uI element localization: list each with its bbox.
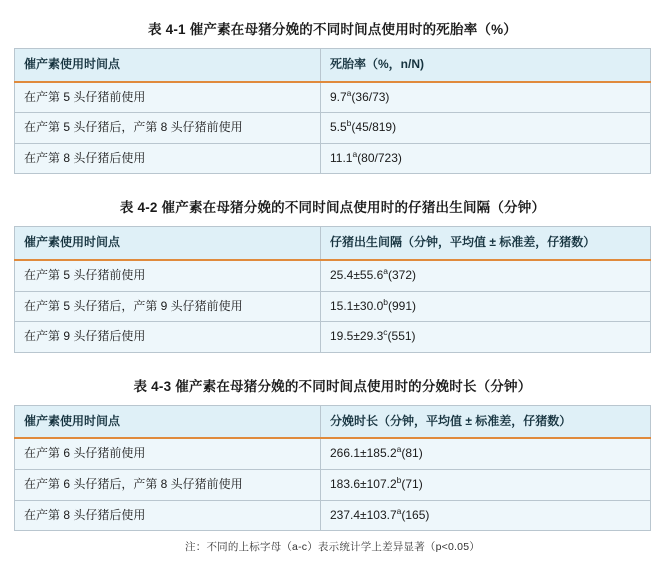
value-superscript: a: [346, 87, 352, 98]
column-header-timepoint: 催产素使用时间点: [15, 405, 321, 438]
value-main: 9.7: [329, 89, 347, 104]
value-superscript: a: [396, 444, 402, 455]
table-header: [15, 405, 651, 438]
cell-timepoint: 在产第 5 头仔猪前使用: [15, 82, 321, 113]
table-row: [15, 322, 651, 353]
table-header: [15, 227, 651, 260]
cell-timepoint: 在产第 6 头仔猪前使用: [15, 438, 321, 469]
header-row: [15, 49, 651, 82]
table-title: 表 4-3 催产素在母猪分娩的不同时间点使用时的分娩时长（分钟）: [133, 378, 532, 394]
table-row: [15, 260, 651, 291]
cell-timepoint: 在产第 9 头仔猪后使用: [15, 322, 321, 353]
cell-timepoint: 在产第 8 头仔猪后使用: [15, 143, 321, 174]
table-title: 表 4-1 催产素在母猪分娩的不同时间点使用时的死胎率（%）: [147, 22, 518, 37]
table-row: [15, 500, 651, 531]
header-row: [15, 405, 651, 438]
cell-value: [320, 469, 650, 500]
cell-value: [320, 113, 650, 144]
cell-value: [320, 143, 650, 174]
table-body: [15, 260, 651, 352]
value-main: 15.1±30.0: [329, 298, 384, 313]
value-rest: (81): [401, 446, 423, 461]
column-header-value: 分娩时长（分钟，平均值 ± 标准差，仔猪数）: [320, 405, 650, 438]
table-row: [15, 82, 651, 113]
header-row: [15, 227, 651, 260]
cell-timepoint: 在产第 8 头仔猪后使用: [15, 500, 321, 531]
table-row: [15, 469, 651, 500]
value-main: 5.5: [329, 120, 347, 135]
value-superscript: a: [352, 148, 358, 159]
value-rest: (551): [387, 329, 416, 344]
value-main: 11.1: [329, 150, 353, 165]
value-rest: (45/819): [351, 120, 397, 135]
data-table: [14, 405, 651, 531]
value-superscript: a: [396, 505, 402, 516]
table-block-4-2: [14, 196, 651, 352]
cell-timepoint: 在产第 6 头仔猪后，产第 8 头仔猪前使用: [15, 469, 321, 500]
value-superscript: c: [383, 327, 388, 338]
value-rest: (165): [401, 507, 430, 522]
data-table: [14, 226, 651, 352]
value-main: 19.5±29.3: [329, 329, 384, 344]
value-main: 266.1±185.2: [329, 446, 397, 461]
value-rest: (36/73): [351, 89, 390, 104]
cell-value: [320, 260, 650, 291]
table-block-4-1: [14, 18, 651, 174]
value-rest: (991): [388, 298, 417, 313]
table-title: 表 4-2 催产素在母猪分娩的不同时间点使用时的仔猪出生间隔（分钟）: [119, 200, 546, 216]
value-rest: (372): [388, 267, 417, 282]
value-superscript: b: [383, 296, 389, 307]
table-block-4-3: [14, 375, 651, 531]
table-row: [15, 113, 651, 144]
column-header-value: 死胎率（%，n/N): [320, 49, 650, 82]
column-header-timepoint: 催产素使用时间点: [15, 227, 321, 260]
cell-value: [320, 500, 650, 531]
table-row: [15, 438, 651, 469]
value-main: 25.4±55.6: [329, 267, 384, 282]
cell-timepoint: 在产第 5 头仔猪前使用: [15, 260, 321, 291]
cell-value: [320, 322, 650, 353]
data-table: [14, 48, 651, 174]
column-header-timepoint: 催产素使用时间点: [15, 49, 321, 82]
value-rest: (71): [401, 476, 423, 491]
value-superscript: a: [383, 265, 389, 276]
table-row: [15, 291, 651, 322]
cell-value: [320, 82, 650, 113]
column-header-value: 仔猪出生间隔（分钟，平均值 ± 标准差，仔猪数）: [320, 227, 650, 260]
value-superscript: b: [396, 474, 402, 485]
value-rest: (80/723): [357, 150, 402, 165]
cell-value: [320, 291, 650, 322]
value-main: 183.6±107.2: [329, 476, 397, 491]
value-main: 237.4±103.7: [329, 507, 397, 522]
table-header: [15, 49, 651, 82]
cell-timepoint: 在产第 5 头仔猪后，产第 9 头仔猪前使用: [15, 291, 321, 322]
value-superscript: b: [346, 118, 352, 129]
table-body: [15, 82, 651, 174]
footnote: 注：不同的上标字母（a-c）表示统计学上差异显著（p<0.05）: [185, 541, 480, 554]
cell-timepoint: 在产第 5 头仔猪后，产第 8 头仔猪前使用: [15, 113, 321, 144]
cell-value: [320, 438, 650, 469]
table-body: [15, 438, 651, 530]
table-row: [15, 143, 651, 174]
